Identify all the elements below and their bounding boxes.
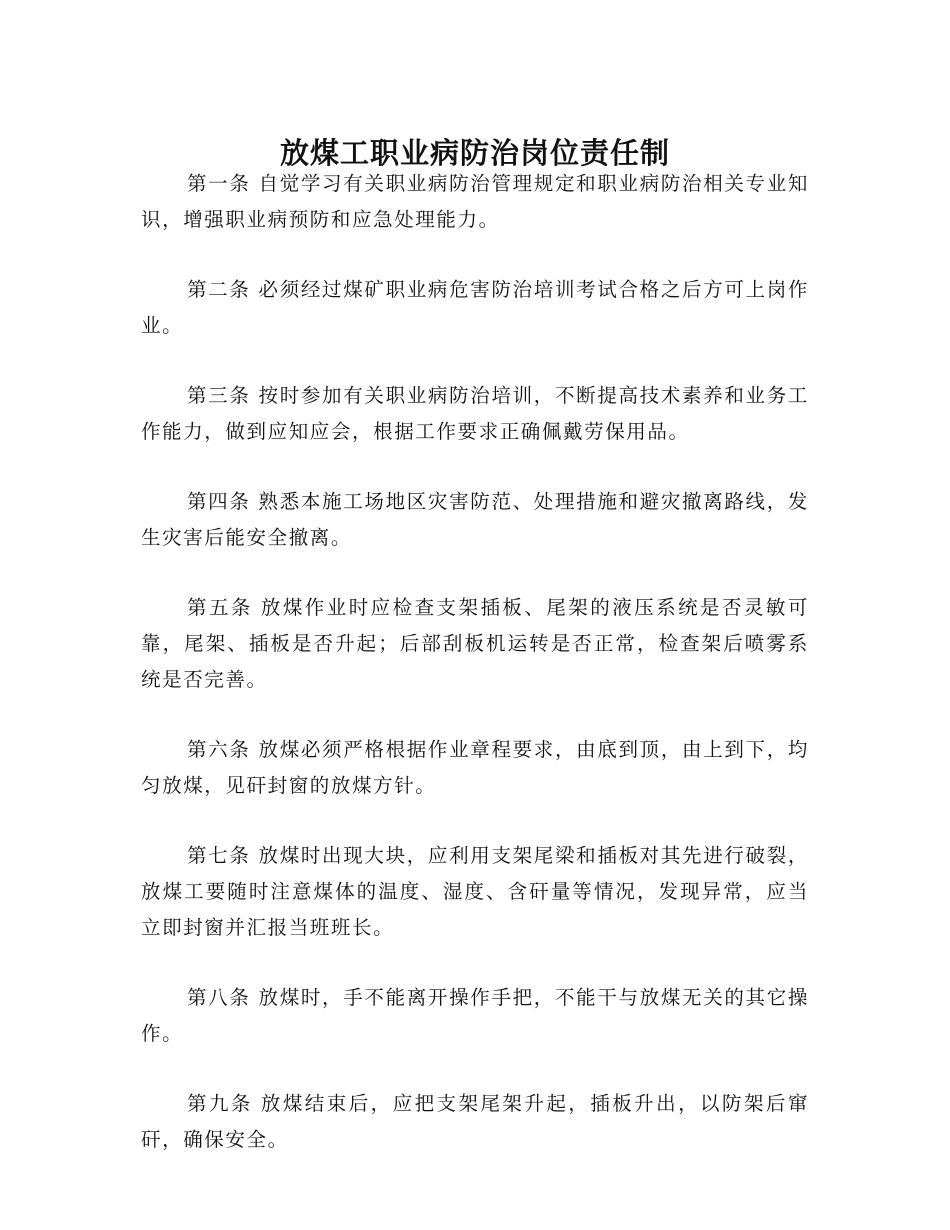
article-label: 第九条 bbox=[187, 1092, 253, 1115]
article-label: 第二条 bbox=[187, 278, 251, 301]
article-label: 第五条 bbox=[187, 596, 253, 619]
article-5 bbox=[141, 590, 809, 698]
article-label: 第一条 bbox=[187, 172, 251, 195]
document-body bbox=[141, 166, 809, 1192]
article-text: 放煤时，手不能离开操作手把，不能干与放煤无关的其它操作。 bbox=[141, 986, 809, 1045]
article-text: 放煤作业时应检查支架插板、尾架的液压系统是否灵敏可靠，尾架、插板是否升起；后部刮板机运转是否正常，检查架后喷雾系统是否完善。 bbox=[141, 596, 809, 691]
article-label: 第八条 bbox=[187, 986, 251, 1009]
article-6 bbox=[141, 732, 809, 804]
article-label: 第三条 bbox=[187, 384, 251, 407]
article-3 bbox=[141, 378, 809, 450]
article-9 bbox=[141, 1086, 809, 1158]
article-text: 自觉学习有关职业病防治管理规定和职业病防治相关专业知识，增强职业病预防和应急处理能力。 bbox=[141, 172, 809, 231]
article-7 bbox=[141, 838, 809, 946]
article-text: 放煤结束后，应把支架尾架升起，插板升出，以防架后窜矸，确保安全。 bbox=[141, 1092, 809, 1151]
document-title: 放煤工职业病防治岗位责任制 bbox=[279, 136, 670, 171]
article-text: 放煤时出现大块，应利用支架尾梁和插板对其先进行破裂，放煤工要随时注意煤体的温度、湿度、含矸量等情况，发现异常，应当立即封窗并汇报当班班长。 bbox=[141, 844, 809, 939]
article-4 bbox=[141, 484, 809, 556]
article-text: 熟悉本施工场地区灾害防范、处理措施和避灾撤离路线，发生灾害后能安全撤离。 bbox=[141, 490, 809, 549]
article-text: 必须经过煤矿职业病危害防治培训考试合格之后方可上岗作业。 bbox=[141, 278, 809, 337]
article-1 bbox=[141, 166, 809, 238]
article-8 bbox=[141, 980, 809, 1052]
article-label: 第六条 bbox=[187, 738, 251, 761]
article-2 bbox=[141, 272, 809, 344]
article-text: 放煤必须严格根据作业章程要求，由底到顶，由上到下，均匀放煤，见矸封窗的放煤方针。 bbox=[141, 738, 809, 797]
article-label: 第七条 bbox=[187, 844, 251, 867]
article-text: 按时参加有关职业病防治培训，不断提高技术素养和业务工作能力，做到应知应会，根据工作要求正确佩戴劳保用品。 bbox=[141, 384, 809, 443]
article-label: 第四条 bbox=[187, 490, 251, 513]
